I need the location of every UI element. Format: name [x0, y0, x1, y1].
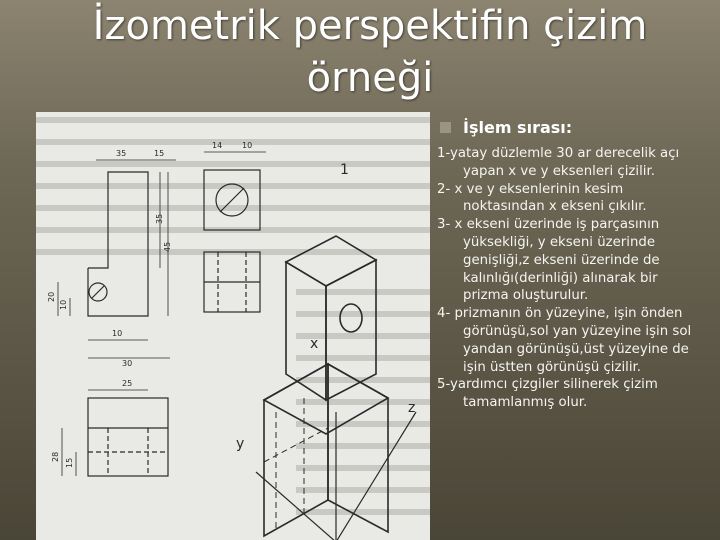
dim-label: 30 [122, 359, 133, 368]
step-number: 3- [437, 217, 451, 233]
step-item [437, 145, 707, 181]
step-item [437, 305, 707, 376]
dim-label: 45 [163, 241, 172, 252]
dim-label: 15 [65, 457, 74, 468]
step-item [437, 181, 707, 217]
top-view [62, 390, 168, 476]
dim-label: 25 [122, 379, 133, 388]
step-number: 5- [437, 377, 451, 393]
slide-title [40, 0, 700, 110]
axis-z-label: z [408, 400, 416, 416]
isometric-view [256, 236, 416, 540]
dim-label: 35 [116, 149, 127, 158]
title-line-2: örneği [306, 55, 434, 101]
step-text: yardımcı çizgiler silinerek çizim tamamlanmış olur. [450, 377, 658, 411]
dim-label: 10 [112, 329, 123, 338]
dim-label: 10 [59, 299, 68, 310]
steps-list [437, 145, 707, 412]
dim-label: 14 [212, 141, 223, 150]
step-number: 2- [437, 181, 451, 197]
technical-drawing-image [36, 112, 430, 540]
view-number-label: 1 [340, 162, 349, 178]
step-item [437, 216, 707, 305]
step-text: yatay düzlemle 30 ar derecelik açı yapan x ve y eksenleri çizilir. [450, 146, 680, 179]
dim-label: 28 [51, 451, 60, 462]
bullet-heading-text: İşlem sırası: [463, 118, 573, 137]
dim-label: 10 [242, 141, 253, 150]
step-item [437, 376, 707, 412]
axis-y-label: y [236, 436, 245, 452]
title-line-1: İzometrik perspektifin çizim [92, 3, 648, 49]
dim-label: 20 [47, 291, 56, 302]
step-text: prizmanın ön yüzeyine, işin önden görünüşü,sol yan yüzeyine işin sol yandan görünüşü,üst yüzeyine de işin üstten görünüşü çizilir. [450, 306, 692, 375]
step-text: x ekseni üzerinde iş parçasının yüksekliği, y ekseni üzerinde genişliği,z ekseni üzerinde de kalınlığı(derinliği) alınarak bir prizma oluşturulur. [450, 217, 660, 304]
bullet-square-icon [440, 122, 451, 133]
axis-x-label: x [310, 336, 319, 352]
bullet-heading [440, 118, 572, 137]
step-number: 1- [437, 146, 451, 161]
dim-label: 35 [155, 213, 164, 224]
step-number: 4- [437, 306, 451, 322]
dim-label: 15 [154, 149, 165, 158]
step-text: x ve y eksenlerinin kesim noktasından x ekseni çıkılır. [450, 181, 647, 215]
